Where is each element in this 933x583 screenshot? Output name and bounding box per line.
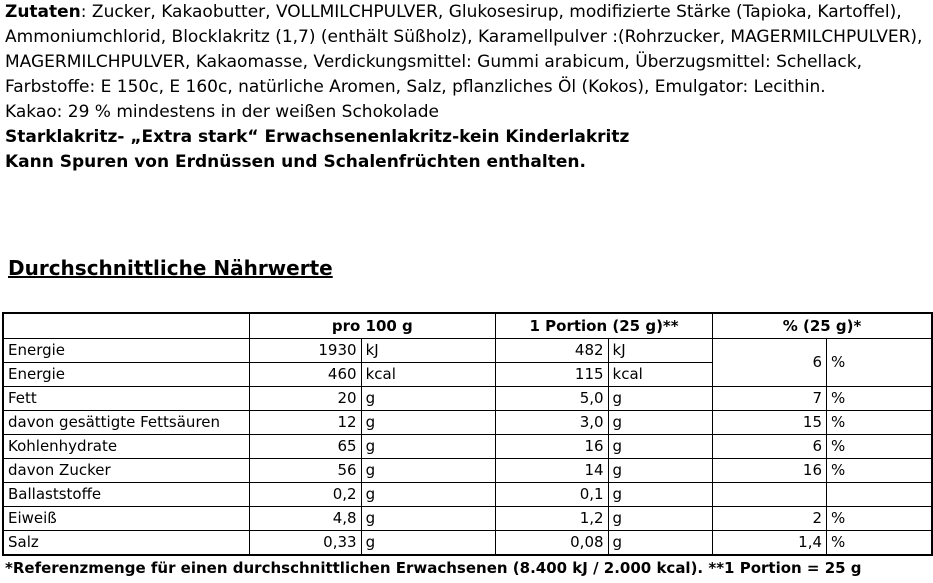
percent-unit xyxy=(827,483,932,507)
value-portion: 482 xyxy=(496,339,609,363)
percent-value: 2 xyxy=(713,507,827,531)
energy-percent-unit: % xyxy=(827,339,932,387)
header-per-portion: 1 Portion (25 g)** xyxy=(496,313,713,339)
unit-portion: g xyxy=(608,387,713,411)
value-portion: 115 xyxy=(496,363,609,387)
percent-value xyxy=(713,483,827,507)
percent-unit: % xyxy=(827,459,932,483)
table-row xyxy=(3,435,932,459)
header-label xyxy=(3,313,249,339)
ingredients-text xyxy=(5,0,925,100)
table-row xyxy=(3,411,932,435)
value-portion: 16 xyxy=(496,435,609,459)
value-100g: 460 xyxy=(249,363,361,387)
table-row xyxy=(3,531,932,556)
table-row xyxy=(3,459,932,483)
percent-unit: % xyxy=(827,411,932,435)
value-portion: 0,08 xyxy=(496,531,609,556)
energy-percent: 6 xyxy=(713,339,827,387)
nutrient-name: Energie xyxy=(3,363,249,387)
unit-100g: g xyxy=(361,459,495,483)
value-100g: 1930 xyxy=(249,339,361,363)
value-100g: 12 xyxy=(249,411,361,435)
table-row xyxy=(3,507,932,531)
percent-unit: % xyxy=(827,531,932,556)
table-row xyxy=(3,339,932,363)
unit-100g: g xyxy=(361,531,495,556)
header-percent: % (25 g)* xyxy=(713,313,932,339)
value-100g: 20 xyxy=(249,387,361,411)
unit-portion: g xyxy=(608,483,713,507)
unit-portion: kcal xyxy=(608,363,713,387)
value-portion: 14 xyxy=(496,459,609,483)
unit-100g: g xyxy=(361,507,495,531)
percent-value: 16 xyxy=(713,459,827,483)
unit-100g: kcal xyxy=(361,363,495,387)
value-100g: 56 xyxy=(249,459,361,483)
allergen-notice: Kann Spuren von Erdnüssen und Schalenfrüchten enthalten. xyxy=(5,152,586,172)
percent-value: 1,4 xyxy=(713,531,827,556)
unit-portion: g xyxy=(608,531,713,556)
value-portion: 0,1 xyxy=(496,483,609,507)
nutrient-name: Salz xyxy=(3,531,249,556)
nutrient-name: Fett xyxy=(3,387,249,411)
unit-100g: g xyxy=(361,411,495,435)
ingredients-label: Zutaten xyxy=(5,2,81,22)
percent-unit: % xyxy=(827,507,932,531)
nutrition-heading: Durchschnittliche Nährwerte xyxy=(8,256,333,280)
nutrient-name: davon Zucker xyxy=(3,459,249,483)
value-100g: 0,33 xyxy=(249,531,361,556)
unit-100g: g xyxy=(361,435,495,459)
percent-value: 15 xyxy=(713,411,827,435)
value-100g: 0,2 xyxy=(249,483,361,507)
value-portion: 5,0 xyxy=(496,387,609,411)
unit-100g: g xyxy=(361,387,495,411)
nutrient-name: Eiweiß xyxy=(3,507,249,531)
nutrition-table xyxy=(2,312,933,556)
footnote: *Referenzmenge für einen durchschnittlichen Erwachsenen (8.400 kJ / 2.000 kcal). **1 Portion = 25 g xyxy=(5,559,862,577)
ingredients-block xyxy=(5,0,925,175)
table-row xyxy=(3,483,932,507)
percent-value: 6 xyxy=(713,435,827,459)
table-header-row xyxy=(3,313,932,339)
unit-100g: g xyxy=(361,483,495,507)
value-portion: 1,2 xyxy=(496,507,609,531)
value-100g: 4,8 xyxy=(249,507,361,531)
header-per-100g: pro 100 g xyxy=(249,313,495,339)
unit-portion: g xyxy=(608,459,713,483)
unit-portion: kJ xyxy=(608,339,713,363)
value-portion: 3,0 xyxy=(496,411,609,435)
value-100g: 65 xyxy=(249,435,361,459)
nutrient-name: Kohlenhydrate xyxy=(3,435,249,459)
ingredients-list: : Zucker, Kakaobutter, VOLLMILCHPULVER, Glukosesirup, modifizierte Stärke (Tapioka, Kartoffel), Ammoniumchlorid, Blocklakritz (1,7) (enthält Süßholz), Karamellpulver :(Rohrzucker, MAGERMILCHPULVER), MAGERMILCHPULVER, Kakaomasse, Verdickungsmittel: Gummi arabicum, Überzugsmittel: Schellack, Farbstoffe: E 150c, E 160c, natürliche Aromen, Salz, pflanzliches Öl (Kokos), Emulgator: Lecithin. xyxy=(5,2,923,97)
unit-portion: g xyxy=(608,411,713,435)
nutrient-name: Ballaststoffe xyxy=(3,483,249,507)
nutrient-name: davon gesättigte Fettsäuren xyxy=(3,411,249,435)
unit-portion: g xyxy=(608,507,713,531)
unit-100g: kJ xyxy=(361,339,495,363)
licorice-warning: Starklakritz- „Extra stark“ Erwachsenenlakritz-kein Kinderlakritz xyxy=(5,127,630,147)
nutrient-name: Energie xyxy=(3,339,249,363)
percent-unit: % xyxy=(827,387,932,411)
percent-unit: % xyxy=(827,435,932,459)
percent-value: 7 xyxy=(713,387,827,411)
unit-portion: g xyxy=(608,435,713,459)
table-row xyxy=(3,387,932,411)
cocoa-content: Kakao: 29 % mindestens in der weißen Schokolade xyxy=(5,102,439,122)
